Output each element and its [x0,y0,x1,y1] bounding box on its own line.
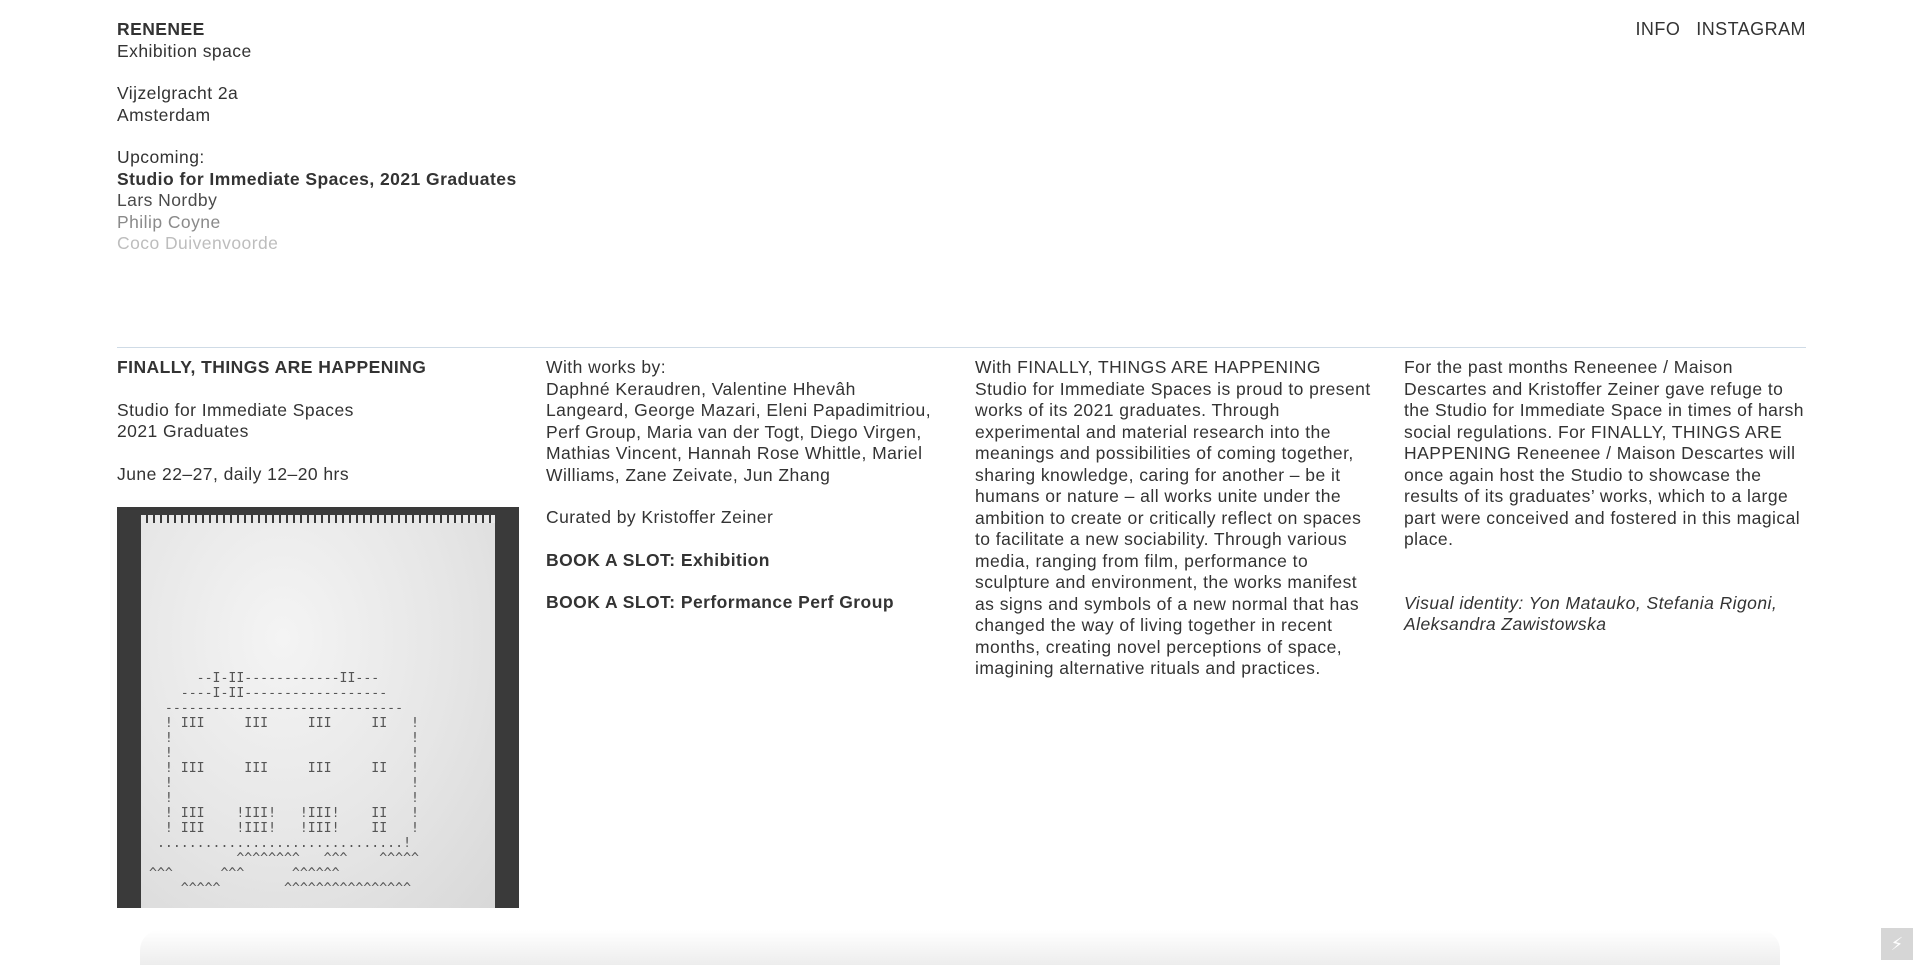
exhibition-column [117,357,517,485]
book-performance-link[interactable]: BOOK A SLOT: Performance Perf Group [546,592,894,612]
book-exhibition-link[interactable]: BOOK A SLOT: Exhibition [546,549,770,570]
address-city: Amsterdam [117,104,211,125]
works-artists: Daphné Keraudren, Valentine Hhevâh Langeard, George Mazari, Eleni Papadimitriou, Perf Group, Maria van der Togt, Diego Virgen, Mathias Vincent, Hannah Rose Whittle, Mariel Williams, Zane Zeivate, Jun Zhang [546,378,932,485]
bottom-scroll-shadow [140,930,1780,965]
context-column [1404,357,1809,636]
visual-identity-credits: Visual identity: Yon Matauko, Stefania Rigoni, Aleksandra Zawistowska [1404,592,1778,634]
upcoming-name[interactable]: Coco Duivenvoorde [117,233,279,253]
curator-credit: Curated by Kristoffer Zeiner [546,507,774,527]
upcoming-title[interactable]: Studio for Immediate Spaces, 2021 Graduates [117,168,517,189]
lightning-bolt-icon[interactable]: ⚡ [1881,928,1913,960]
nav-instagram-link[interactable]: INSTAGRAM [1696,19,1806,39]
exhibition-title: FINALLY, THINGS ARE HAPPENING [117,357,427,377]
exhibition-description: With FINALLY, THINGS ARE HAPPENING Studio for Immediate Spaces is proud to present works of its 2021 graduates. Through experimental and material research into the meanings and possibilities of coming together, sharing knowledge, caring for another – be it humans or nature – all works unite under the ambition to create or critically reflect on spaces to facilitate a new sociability. Through various media, ranging from film, performance to sculpture and environment, the works manifest as signs and symbols of a new normal that has changed the way of living together in recent months, creating novel perceptions of space, imagining alternative rituals and practices. [975,357,1371,678]
site-header [117,19,717,255]
artwork-ascii-text: --I-II------------II--- ----I-II------------------ ------------------------------ ! III III III II ! ! ! ! ! ! III III III II ! ! ! ! ! ! III !III! !III! II ! ! III !III! !III! II ! ...............................! ^^^^^^^^ ^^^ ^^^^^ ^^^ ^^^ ^^^^^^ ^^^^^ ^^^^^^^^^^^^^^^^ [149,671,419,896]
site-name[interactable]: RENENEE [117,19,205,39]
nav-info-link[interactable]: INFO [1635,19,1681,39]
works-label: With works by: [546,357,667,377]
artwork-perforated-edge [141,515,495,523]
exhibition-org: Studio for Immediate Spaces [117,399,354,420]
exhibition-artwork-image [117,507,519,908]
upcoming-label: Upcoming: [117,147,205,167]
section-divider [117,347,1806,348]
artwork-paper [141,521,495,908]
works-column [546,357,941,614]
top-nav [1635,19,1806,41]
upcoming-name[interactable]: Lars Nordby [117,190,218,210]
address-street: Vijzelgracht 2a [117,83,239,103]
context-text: For the past months Reneenee / Maison Descartes and Kristoffer Zeiner gave refuge to the Studio for Immediate Space in times of harsh social regulations. For FINALLY, THINGS ARE HAPPENING Reneenee / Maison Descartes will once again host the Studio to showcase the results of its graduates’ works, which to a large part were conceived and fostered in this magical place. [1404,357,1804,549]
description-column [975,357,1375,680]
exhibition-year: 2021 Graduates [117,421,249,441]
site-subtitle: Exhibition space [117,40,252,61]
exhibition-dates: June 22–27, daily 12–20 hrs [117,463,350,484]
upcoming-name[interactable]: Philip Coyne [117,211,221,232]
